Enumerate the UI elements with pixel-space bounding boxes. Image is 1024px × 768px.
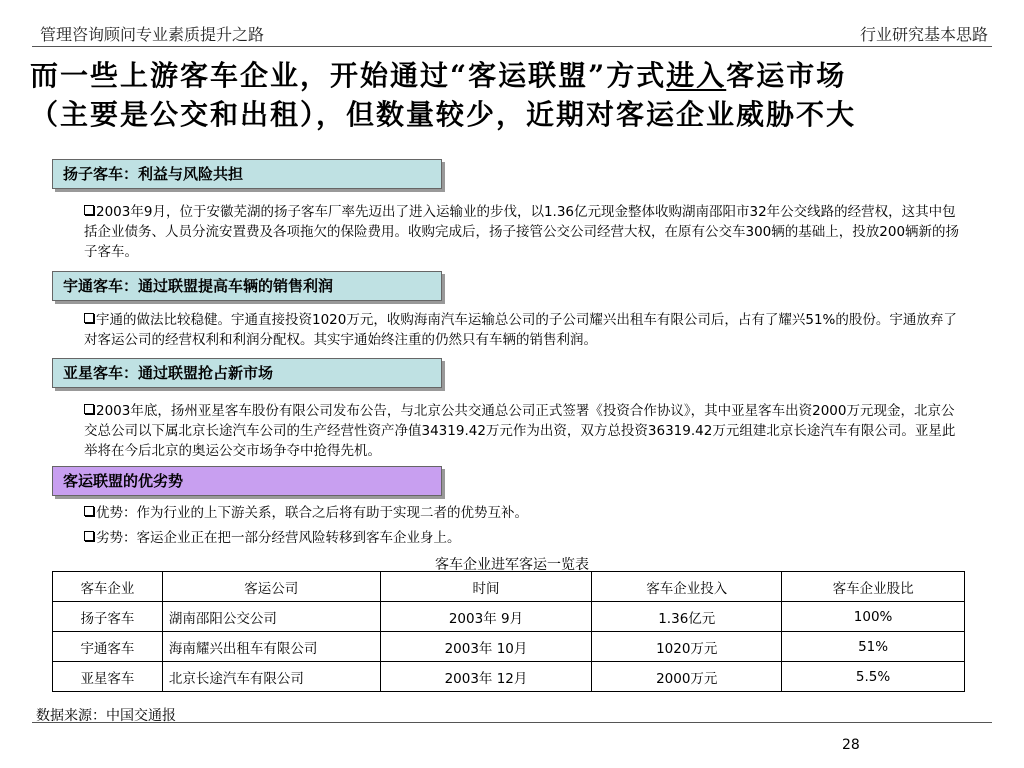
checkbox-bullet-icon (84, 313, 94, 323)
slide-title (30, 56, 1000, 134)
table-cell: 北京长途汽车有限公司 (162, 662, 380, 692)
bullet-disadvantage-text: 劣势：客运企业正在把一部分经营风险转移到客车企业身上。 (96, 530, 461, 546)
table-cell: 湖南邵阳公交公司 (162, 602, 380, 632)
table-header-cell: 客车企业 (53, 572, 163, 602)
checkbox-bullet-icon (84, 506, 94, 516)
title-line1-part1: 而一些上游客车企业，开始通过“客运联盟”方式 (30, 59, 667, 92)
table-cell: 扬子客车 (53, 602, 163, 632)
table-cell: 51% (782, 632, 965, 662)
investment-table (52, 571, 965, 692)
table-cell: 5.5% (782, 662, 965, 692)
page-number: 28 (842, 737, 860, 753)
section-text-yangzi (84, 202, 964, 262)
table-row (53, 662, 965, 692)
table-row (53, 632, 965, 662)
table-header-cell: 客车企业投入 (592, 572, 782, 602)
section-heading-yangzi: 扬子客车：利益与风险共担 (52, 159, 442, 189)
section-heading-yaxing: 亚星客车：通过联盟抢占新市场 (52, 358, 442, 388)
checkbox-bullet-icon (84, 404, 94, 414)
bullet-advantage-text: 优势：作为行业的上下游关系，联合之后将有助于实现二者的优势互补。 (96, 505, 528, 521)
title-line1-underlined: 进入 (666, 59, 727, 92)
header-left-title: 管理咨询顾问专业素质提升之路 (40, 25, 265, 44)
section-text-yangzi-content: 2003年9月，位于安徽芜湖的扬子客车厂率先迈出了进入运输业的步伐，以1.36亿元现金整体收购湖南邵阳市32年公交线路的经营权，这其中包括企业债务、人员分流安置费及各项拖欠的保险费用。收购完成后，扬子接管公交公司经营大权，在原有公交车300辆的基础上，投放200辆新的扬子客车。 (84, 204, 960, 260)
section-text-yutong (84, 310, 964, 350)
section-heading-pros-cons: 客运联盟的优劣势 (52, 466, 442, 496)
header-right-title: 行业研究基本思路 (859, 25, 988, 44)
data-source-note: 数据来源：中国交通报 (36, 708, 176, 724)
table-cell: 1020万元 (592, 632, 782, 662)
section-heading-yutong: 宇通客车：通过联盟提高车辆的销售利润 (52, 271, 442, 301)
table-cell: 2000万元 (592, 662, 782, 692)
table-cell: 宇通客车 (53, 632, 163, 662)
table-row (53, 602, 965, 632)
header-divider (32, 46, 992, 47)
table-header-cell: 客车企业股比 (782, 572, 965, 602)
table-cell: 1.36亿元 (592, 602, 782, 632)
section-text-yaxing-content: 2003年底，扬州亚星客车股份有限公司发布公告，与北京公共交通总公司正式签署《投资合作协议》，其中亚星客车出资2000万元现金，北京公交总公司以下属北京长途汽车公司的生产经营性资产净值34319.42万元作为出资，双方总投资36319.42万元组建北京长途汽车有限公司。亚星此举将在今后北京的奥运公交市场争夺中抢得先机。 (84, 403, 956, 459)
title-line2: （主要是公交和出租），但数量较少，近期对客运企业威胁不大 (30, 98, 857, 131)
bullet-advantage (84, 503, 964, 523)
footer-divider (32, 722, 992, 723)
checkbox-bullet-icon (84, 531, 94, 541)
table-header-cell: 客运公司 (162, 572, 380, 602)
table-cell: 亚星客车 (53, 662, 163, 692)
table-header-row (53, 572, 965, 602)
section-text-yaxing (84, 401, 964, 461)
section-text-yutong-content: 宇通的做法比较稳健。宇通直接投资1020万元，收购海南汽车运输总公司的子公司耀兴出租车有限公司后，占有了耀兴51%的股份。宇通放弃了对客运公司的经营权利和利润分配权。其实宇通始终注重的仍然只有车辆的销售利润。 (84, 312, 957, 348)
table-cell: 2003年 10月 (380, 632, 592, 662)
table-cell: 海南耀兴出租车有限公司 (162, 632, 380, 662)
table-cell: 2003年 12月 (380, 662, 592, 692)
bullet-disadvantage (84, 528, 964, 548)
title-line1-part2: 客运市场 (726, 59, 847, 92)
table-header-cell: 时间 (380, 572, 592, 602)
checkbox-bullet-icon (84, 205, 94, 215)
table-cell: 100% (782, 602, 965, 632)
table-cell: 2003年 9月 (380, 602, 592, 632)
table-title: 客车企业进军客运一览表 (435, 557, 589, 573)
